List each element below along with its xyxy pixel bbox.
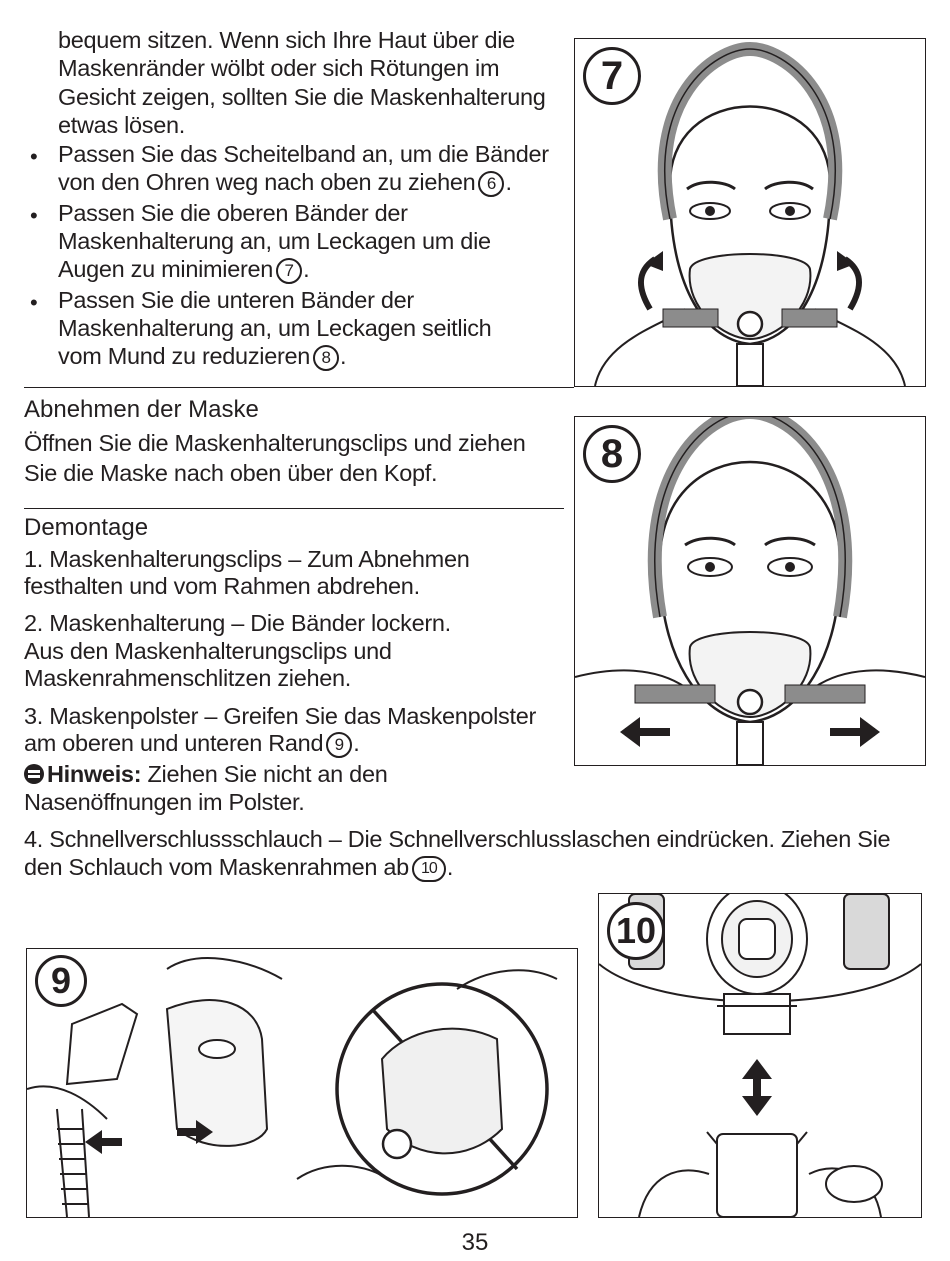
figure-10-detach-tube — [598, 893, 922, 1218]
ref-badge: 8 — [313, 345, 339, 371]
figure-label: 8 — [583, 425, 641, 483]
bullet-dot: • — [30, 144, 38, 169]
note-line-1: Hinweis: Ziehen Sie nicht an den — [24, 761, 388, 788]
intro-line-4: etwas lösen. — [58, 112, 186, 138]
bullet-2-line-2: Maskenhalterung an, um Leckagen um die — [58, 228, 491, 254]
figure-9-remove-cushion — [26, 948, 578, 1218]
figure-label: 9 — [35, 955, 87, 1007]
note-label: Hinweis: — [47, 761, 142, 787]
note-line-2: Nasenöffnungen im Polster. — [24, 789, 305, 815]
ref-badge: 7 — [276, 258, 302, 284]
bullet-dot: • — [30, 290, 38, 315]
step2-line-2: Aus den Maskenhalterungsclips und — [24, 638, 392, 664]
bullet-dot: • — [30, 203, 38, 228]
ref-badge: 10 — [412, 856, 446, 882]
step4-line-2: den Schlauch vom Maskenrahmen ab 10 . — [24, 854, 454, 880]
page-number: 35 — [461, 1229, 489, 1256]
bullet-3-line-2: Maskenhalterung an, um Leckagen seitlich — [58, 315, 492, 341]
figure-label: 10 — [607, 902, 665, 960]
intro-line-1: bequem sitzen. Wenn sich Ihre Haut über die — [58, 27, 515, 53]
bullet-2-line-1: Passen Sie die oberen Bänder der — [58, 200, 408, 226]
removal-heading: Abnehmen der Maske — [24, 396, 259, 423]
step3-line-1: 3. Maskenpolster – Greifen Sie das Maskenpolster — [24, 703, 536, 729]
removal-line-2: Sie die Maske nach oben über den Kopf. — [24, 460, 438, 486]
disassembly-heading: Demontage — [24, 514, 149, 541]
section-divider — [24, 387, 574, 388]
ref-badge: 9 — [326, 732, 352, 758]
figure-7-adjust-upper-straps — [574, 38, 926, 387]
step2-line-1: 2. Maskenhalterung – Die Bänder lockern. — [24, 610, 451, 636]
section-divider — [24, 508, 564, 509]
removal-line-1: Öffnen Sie die Maskenhalterungsclips und ziehen — [24, 430, 526, 456]
intro-line-2: Maskenränder wölbt oder sich Rötungen im — [58, 55, 500, 81]
cushion-illustration — [27, 949, 577, 1217]
step4-line-1: 4. Schnellverschlussschlauch – Die Schnellverschlusslaschen eindrücken. Ziehen Sie — [24, 826, 891, 852]
step3-line-2: am oberen und unteren Rand 9 . — [24, 730, 360, 756]
step1-line-2: festhalten und vom Rahmen abdrehen. — [24, 573, 420, 599]
step1-line-1: 1. Maskenhalterungsclips – Zum Abnehmen — [24, 546, 470, 572]
bullet-2-line-3: Augen zu minimieren 7 . — [58, 256, 310, 282]
bullet-1-line-1: Passen Sie das Scheitelband an, um die Bänder — [58, 141, 549, 167]
bullet-3-line-3: vom Mund zu reduzieren 8 . — [58, 343, 347, 369]
figure-label: 7 — [583, 47, 641, 105]
bullet-1-line-2: von den Ohren weg nach oben zu ziehen 6 . — [58, 169, 512, 195]
figure-8-adjust-lower-straps — [574, 416, 926, 766]
step2-line-3: Maskenrahmenschlitzen ziehen. — [24, 665, 352, 691]
bullet-3-line-1: Passen Sie die unteren Bänder der — [58, 287, 414, 313]
intro-line-3: Gesicht zeigen, sollten Sie die Maskenhalterung — [58, 84, 546, 110]
ref-badge: 6 — [478, 171, 504, 197]
note-icon — [24, 764, 44, 784]
